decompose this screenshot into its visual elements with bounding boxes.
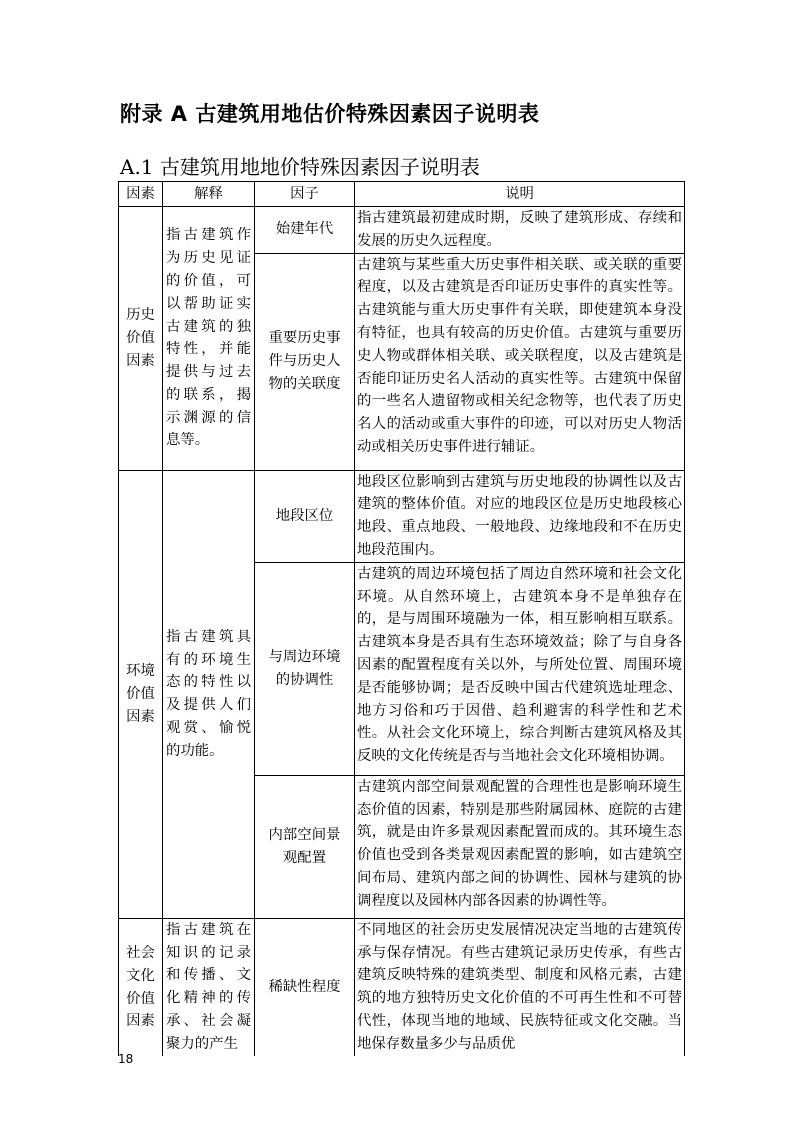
table-caption: A.1 古建筑用地地价特殊因素因子说明表 xyxy=(120,155,480,179)
description-cell: 古建筑与某些重大历史事件相关联、或关联的重要程度，以及古建筑是否印证历史事件的真实性等。古建筑能与重大历史事件有关联，即使建筑本身没有特征，也具有较高的历史价值。古建筑与重要历史人物或群体相关联、或关联程度，以及古建筑是否能印证历史名人活动的真实性等。古建筑中保留的一些名人遗留物或相关纪念物等，也代表了历史名人的活动或重大事件的印迹，可以对历史人物活动或相关历史事件进行辅证。 xyxy=(355,253,685,470)
factor-cell: 与周边环境的协调性 xyxy=(255,562,355,775)
column-header-explanation: 解释 xyxy=(163,182,255,207)
table-row xyxy=(119,470,685,562)
explanation-cell: 指古建筑在知识的记录和传播、文化精神的传承、社会凝聚力的产生 xyxy=(163,918,255,1056)
column-header-description: 说明 xyxy=(355,182,685,207)
group-history xyxy=(119,207,685,471)
factor-cell: 重要历史事件与历史人物的关联度 xyxy=(255,253,355,470)
factor-cell: 始建年代 xyxy=(255,207,355,254)
factor-group-cell: 社会文化价值因素 xyxy=(119,918,163,1056)
factor-group-cell: 环境价值因素 xyxy=(119,470,163,918)
factor-group-cell: 历史价值因素 xyxy=(119,207,163,471)
explanation-cell: 指古建筑具有的环境生态的特性以及提供人们观赏、愉悦的功能。 xyxy=(163,470,255,918)
description-cell: 古建筑内部空间景观配置的合理性也是影响环境生态价值的因素，特别是那些附属园林、庭院的古建筑，就是由许多景观因素配置而成的。其环境生态价值也受到各类景观因素配置的影响，如古建筑空间布局、建筑内部之间的协调性、园林与建筑的协调程度以及园林内部各因素的协调性等。 xyxy=(355,775,685,918)
factor-cell: 内部空间景观配置 xyxy=(255,775,355,918)
appendix-title: 附录 A 古建筑用地估价特殊因素因子说明表 xyxy=(120,102,540,126)
description-cell: 古建筑的周边环境包括了周边自然环境和社会文化环境。从自然环境上，古建筑本身不是单独存在的，是与周围环境融为一体，相互影响相互联系。古建筑本身是否具有生态环境效益；除了与自身各因素的配置程度有关以外，与所处位置、周围环境是否能够协调；是否反映中国古代建筑选址理念、地方习俗和巧于因借、趋利避害的科学性和艺术性。从社会文化环境上，综合判断古建筑风格及其反映的文化传统是否与当地社会文化环境相协调。 xyxy=(355,562,685,775)
description-cell: 不同地区的社会历史发展情况决定当地的古建筑传承与保存情况。有些古建筑记录历史传承，有些古建筑反映特殊的建筑类型、制度和风格元素，古建筑的地方独特历史文化价值的不可再生性和不可替代性，体现当地的地域、民族特征或文化交融。当地保存数量多少与品质优 xyxy=(355,918,685,1056)
column-header-factor-group: 因素 xyxy=(119,182,163,207)
page-number: 18 xyxy=(118,1052,134,1066)
table-header-row xyxy=(119,182,685,207)
factor-cell: 稀缺性程度 xyxy=(255,918,355,1056)
factor-table xyxy=(118,181,685,1056)
explanation-cell: 指古建筑作为历史见证的价值，可以帮助证实古建筑的独特性，并能提供与过去的联系，揭示渊源的信息等。 xyxy=(163,207,255,471)
table-row xyxy=(119,207,685,254)
table-row xyxy=(119,918,685,1056)
column-header-factor: 因子 xyxy=(255,182,355,207)
factor-cell: 地段区位 xyxy=(255,470,355,562)
group-social-culture xyxy=(119,918,685,1056)
group-environment xyxy=(119,470,685,918)
description-cell: 地段区位影响到古建筑与历史地段的协调性以及古建筑的整体价值。对应的地段区位是历史地段核心地段、重点地段、一般地段、边缘地段和不在历史地段范围内。 xyxy=(355,470,685,562)
description-cell: 指古建筑最初建成时期，反映了建筑形成、存续和发展的历史久远程度。 xyxy=(355,207,685,254)
